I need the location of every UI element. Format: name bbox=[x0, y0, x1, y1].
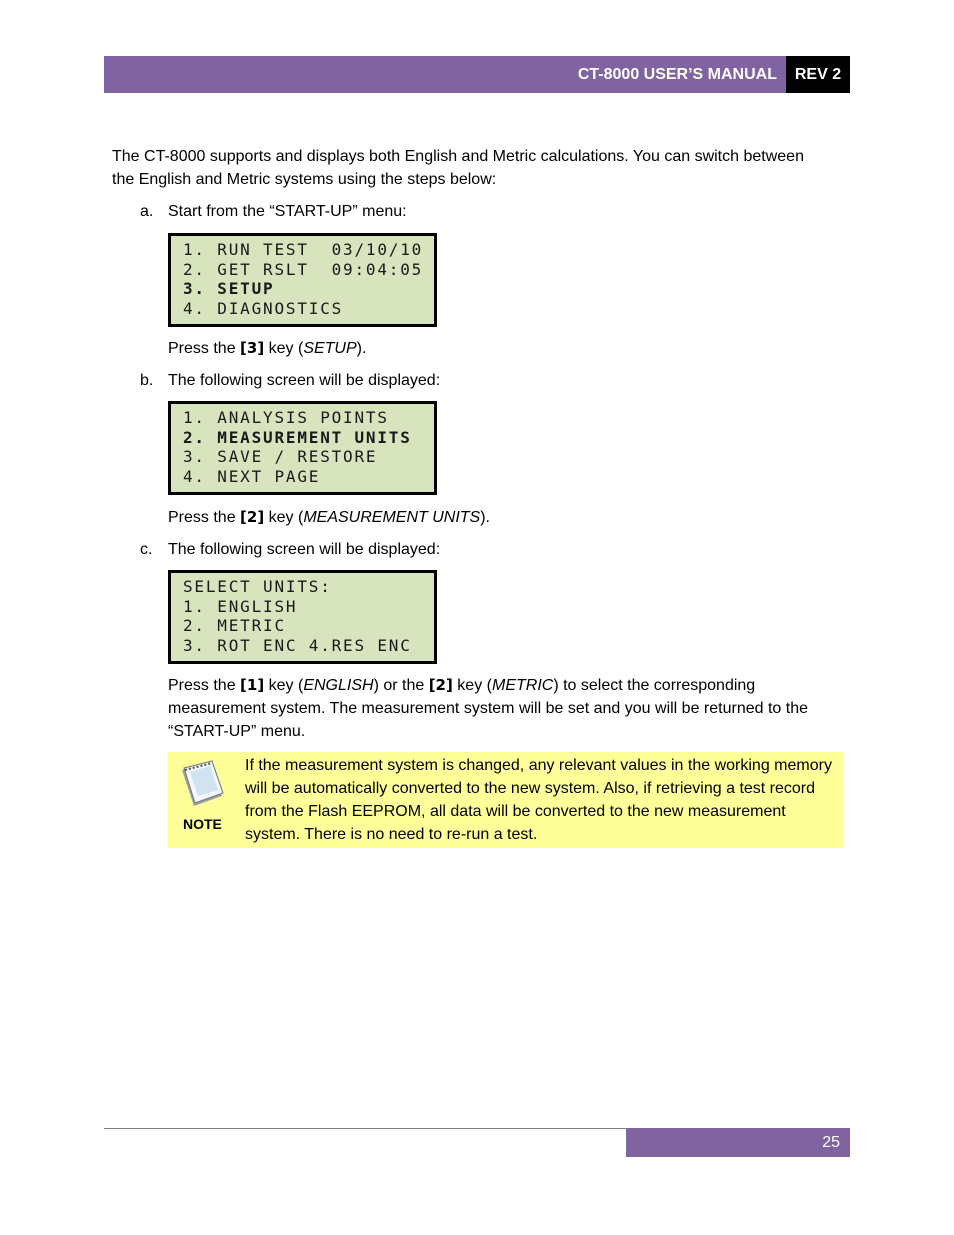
step-text: The following screen will be displayed: bbox=[168, 372, 441, 389]
press-text: key ( bbox=[264, 340, 304, 357]
page-number: 25 bbox=[822, 1133, 840, 1151]
lcd-screen-setup bbox=[168, 401, 437, 495]
note-label: NOTE bbox=[183, 816, 222, 832]
key-function-name: ENGLISH bbox=[303, 677, 374, 694]
press-text: Press the bbox=[168, 340, 241, 357]
step-text: The following screen will be displayed: bbox=[168, 541, 441, 558]
press-text: Press the bbox=[168, 677, 241, 694]
lcd-screen-startup bbox=[168, 233, 437, 327]
key-function-name: METRIC bbox=[491, 677, 554, 694]
press-text: key ( bbox=[264, 509, 304, 526]
lcd-line: 4. NEXT PAGE bbox=[183, 466, 321, 486]
footer-page-box bbox=[626, 1128, 850, 1157]
press-text: key ( bbox=[452, 677, 492, 694]
lcd-line: SELECT UNITS: bbox=[183, 577, 332, 596]
step-letter: c. bbox=[140, 541, 153, 558]
revision-badge bbox=[786, 56, 850, 93]
lcd-line: 2. GET RSLT 09:04:05 bbox=[183, 259, 424, 279]
lcd-line: 2. METRIC bbox=[183, 616, 286, 635]
key-1: [1] bbox=[240, 676, 265, 694]
press-instruction-units bbox=[168, 506, 490, 529]
key-function-name: SETUP bbox=[303, 340, 357, 357]
press-text: ). bbox=[356, 340, 367, 357]
key-2: [2] bbox=[240, 508, 265, 526]
notepad-icon bbox=[176, 758, 228, 810]
step-text: Start from the “START-UP” menu: bbox=[168, 203, 407, 220]
lcd-line-selected: 3. SETUP bbox=[183, 279, 275, 298]
lcd-line: 3. ROT ENC 4.RES ENC bbox=[183, 635, 412, 655]
lcd-line: 3. SAVE / RESTORE bbox=[183, 447, 378, 466]
press-text: Press the bbox=[168, 509, 241, 526]
key-3: [3] bbox=[240, 339, 265, 357]
lcd-screen-select-units bbox=[168, 570, 437, 664]
key-function-name: MEASUREMENT UNITS bbox=[303, 509, 481, 526]
lcd-line-selected: 2. MEASUREMENT UNITS bbox=[183, 427, 412, 447]
press-instruction-setup bbox=[168, 337, 366, 360]
header-title-bar bbox=[104, 56, 786, 93]
lcd-line: 1. ENGLISH bbox=[183, 596, 298, 616]
lcd-line: 1. RUN TEST 03/10/10 bbox=[183, 240, 424, 259]
press-text: ) or the bbox=[373, 677, 429, 694]
press-text: key ( bbox=[264, 677, 304, 694]
footer-rule bbox=[104, 1128, 626, 1129]
lcd-line: 1. ANALYSIS POINTS bbox=[183, 408, 389, 427]
manual-title: CT-8000 USER’S MANUAL bbox=[577, 65, 777, 83]
revision-label: REV 2 bbox=[794, 65, 842, 83]
note-text: If the measurement system is changed, any relevant values in the working memory will be automatically converted to the new system. Also, if retrieving a test record from the Flash EEPROM, all data will be converted to the new measurement system. There is no need to re-run a test. bbox=[245, 757, 832, 843]
intro-paragraph: The CT-8000 supports and displays both English and Metric calculations. You can switch between the English and Metric systems using the steps below: bbox=[112, 148, 804, 188]
key-2: [2] bbox=[428, 676, 453, 694]
step-letter: b. bbox=[140, 372, 154, 389]
step-letter: a. bbox=[140, 203, 154, 220]
note-box bbox=[168, 752, 844, 848]
press-text: ). bbox=[480, 509, 490, 526]
press-text: ) to select the corresponding measurement system. The measurement system will be set and you will be returned to the “START-UP” menu. bbox=[168, 677, 808, 740]
lcd-line: 4. DIAGNOSTICS bbox=[183, 298, 344, 318]
press-instruction-select bbox=[168, 674, 844, 743]
